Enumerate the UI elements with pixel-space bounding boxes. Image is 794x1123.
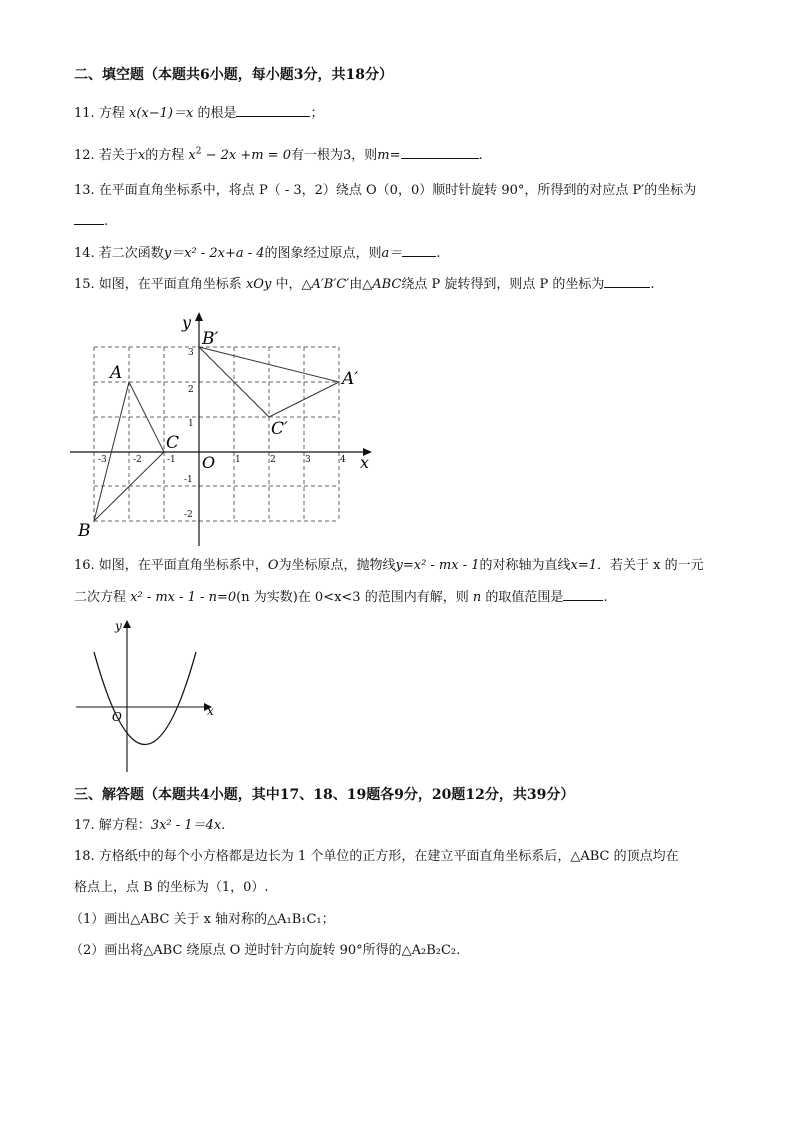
q15-xoy: xOy — [245, 277, 272, 292]
q14-answer-blank[interactable] — [402, 244, 436, 257]
question-18-part2: （2）画出将△ABC 绕原点 O 逆时针方向旋转 90°所得的△A₂B₂C₂. — [70, 943, 461, 958]
label-c-prime: C′ — [271, 419, 288, 439]
question-17 — [74, 817, 225, 835]
q15-tri2: △ABC — [362, 277, 402, 292]
q12-eq-sup: 2 — [195, 146, 202, 157]
question-16-line1 — [74, 557, 704, 575]
q12-var: x — [137, 148, 146, 163]
x-tick-4: 4 — [340, 455, 346, 465]
q16-line2-pre: 二次方程 — [74, 590, 127, 605]
q16-eq2: x² - mx - 1 - n=0 — [130, 590, 237, 605]
label-b-prime: B′ — [202, 329, 219, 349]
section2-heading: 二、填空题（本题共6小题，每小题3分，共18分） — [74, 67, 393, 83]
q12-post: 有一根为3，则 — [290, 148, 378, 163]
x-tick-3: 3 — [305, 455, 311, 465]
q12-mid: 的方程 — [145, 148, 185, 163]
question-18-line2: 格点上，点 B 的坐标为（1，0）. — [74, 880, 269, 895]
axes-16 — [76, 620, 212, 772]
question-14 — [74, 244, 440, 263]
q16-end: . — [603, 590, 608, 605]
q12-answer-blank[interactable] — [401, 146, 479, 159]
q16-line1-pre: 16. 如图，在平面直角坐标系中， — [74, 558, 268, 573]
x-tick-2: 2 — [270, 455, 276, 465]
q14-pre: 14. 若二次函数 — [74, 246, 164, 261]
q17-equation: 3x² - 1＝4x — [150, 818, 222, 833]
question-12 — [74, 146, 483, 165]
y-tick-neg2: -2 — [184, 510, 193, 520]
x-tick-1: 1 — [235, 455, 241, 465]
q15-answer-blank[interactable] — [604, 275, 650, 288]
q15-mid2: 由 — [349, 277, 363, 292]
q16-line2-paren: (n 为实数)在 0<x<3 的范围内有解，则 — [236, 590, 469, 605]
q11-pre: 方程 — [98, 106, 125, 121]
x-tick-neg3: -3 — [98, 455, 107, 465]
q15-pre: 15. 如图，在平面直角坐标系 — [74, 277, 242, 292]
question-13-line2 — [74, 212, 108, 231]
q12-m: m — [377, 148, 390, 163]
q16-line1-post: 的对称轴为直线 — [479, 558, 571, 573]
q13-end: . — [104, 214, 109, 229]
q16-parabola: y=x² - mx - 1 — [395, 558, 480, 573]
y-tick-labels — [184, 348, 194, 520]
q14-post: 的图象经过原点，则 — [264, 246, 382, 261]
question-18-part1: （1）画出△ABC 关于 x 轴对称的△A₁B₁C₁； — [70, 912, 335, 927]
q11-answer-blank[interactable] — [236, 104, 310, 117]
q16-o: O — [267, 558, 279, 573]
question-15 — [74, 275, 655, 294]
y-tick-2: 2 — [188, 385, 194, 395]
q16-answer-blank[interactable] — [563, 588, 603, 601]
q12-eq-a: x — [188, 148, 196, 163]
q11-end: ； — [310, 106, 324, 121]
question-13-line1: 13. 在平面直角坐标系中，将点 P（ - 3，2）绕点 O（0，0）顺时针旋转 90°，所得到的对应点 P′的坐标为 — [74, 183, 697, 198]
q14-a: a＝ — [381, 246, 403, 261]
label-c: C — [166, 433, 180, 453]
q16-line2-post: 的取值范围是 — [485, 590, 564, 605]
x-tick-labels — [98, 455, 346, 465]
x-axis-label: x — [360, 453, 370, 472]
question-11 — [74, 104, 323, 123]
x-tick-neg1: -1 — [167, 455, 176, 465]
q12-eq: = — [389, 148, 401, 163]
q17-pre: 17. 解方程： — [74, 818, 151, 833]
q12-pre: 若关于 — [98, 148, 138, 163]
q11-post: 的根是 — [197, 106, 237, 121]
section3-heading: 三、解答题（本题共4小题，其中17、18、19题各9分，20题12分，共39分） — [74, 787, 575, 803]
y-tick-3: 3 — [188, 348, 194, 358]
figure-16-parabola — [72, 614, 222, 774]
q17-end: . — [221, 818, 226, 833]
q16-n: n — [472, 590, 482, 605]
y-tick-neg1: -1 — [184, 475, 193, 485]
q16-line1-mid: 为坐标原点，抛物线 — [278, 558, 396, 573]
label-b: B — [78, 521, 91, 541]
origin-label: O — [202, 453, 216, 472]
y-tick-1: 1 — [188, 419, 194, 429]
q15-tri1: △A′B′C′ — [301, 277, 350, 292]
question-18-line1: 18. 方格纸中的每个小方格都是边长为 1 个单位的正方形，在建立平面直角坐标系后，△ABC 的顶点均在 — [74, 849, 679, 864]
q15-end: . — [650, 277, 655, 292]
parabola-curve — [94, 652, 196, 745]
q13-answer-blank[interactable] — [74, 212, 104, 225]
question-16-line2 — [74, 588, 608, 607]
label-a-prime: A′ — [342, 369, 359, 389]
label-a: A — [110, 363, 123, 383]
q16-axis: x=1 — [570, 558, 598, 573]
q12-end: . — [478, 148, 483, 163]
y-axis-label: y — [182, 313, 192, 332]
q15-mid: 中， — [275, 277, 302, 292]
q12-eq-b: − 2x +m = 0 — [205, 148, 291, 163]
q11-number: 11. — [74, 106, 95, 121]
q14-equation: y＝x² - 2x+a - 4 — [163, 246, 265, 261]
x-axis-label-16: x — [207, 704, 214, 718]
y-axis-label-16: y — [115, 619, 122, 633]
q15-post: 绕点 P 旋转得到，则点 P 的坐标为 — [401, 277, 605, 292]
q16-line1-end: ．若关于 x 的一元 — [597, 558, 704, 573]
q11-equation: x(x−1)＝x — [128, 106, 194, 121]
origin-label-16: O — [112, 710, 122, 724]
figure-15-coordinate-grid — [60, 306, 380, 552]
x-tick-neg2: -2 — [133, 455, 142, 465]
q12-number: 12. — [74, 148, 95, 163]
q14-end: . — [436, 246, 441, 261]
